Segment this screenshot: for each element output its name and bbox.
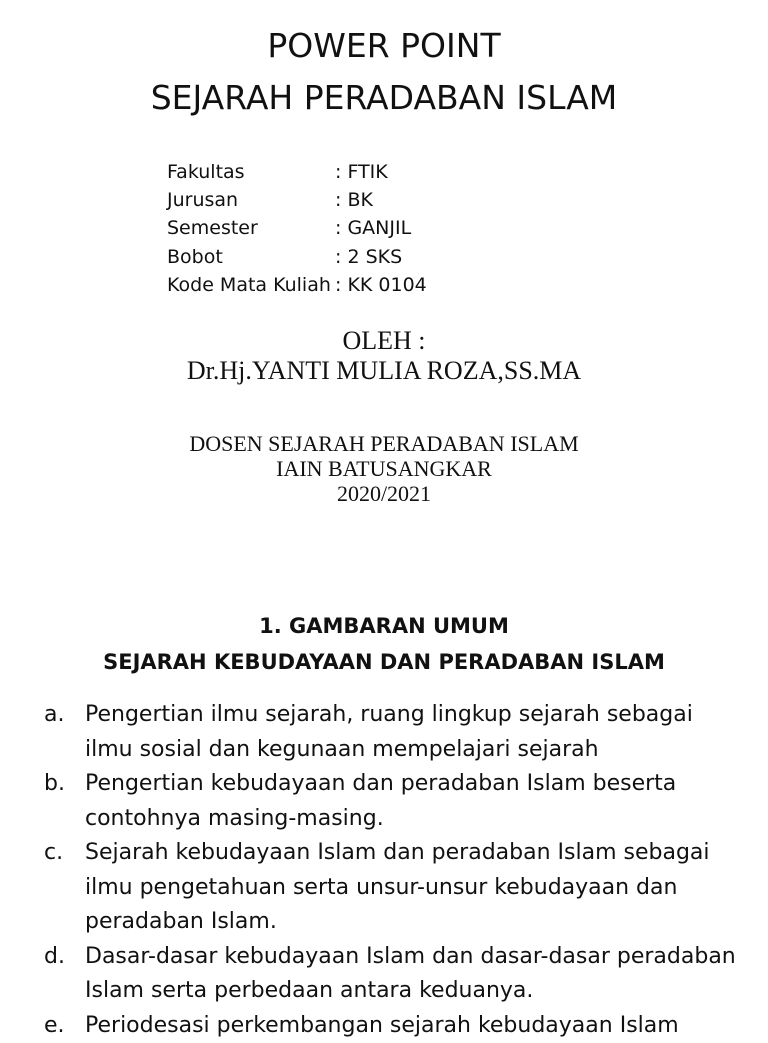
meta-value: : FTIK [335, 161, 388, 183]
list-text: Periodesasi perkembangan sejarah kebudayaan Islam [85, 1009, 744, 1043]
section-heading: 1. GAMBARAN UMUM [0, 614, 768, 638]
section-subheading: SEJARAH KEBUDAYAAN DAN PERADABAN ISLAM [0, 650, 768, 674]
list-text: Dasar-dasar kebudayaan Islam dan dasar-dasar peradaban Islam serta perbedaan antara keduanya. [85, 940, 744, 1009]
title-line-2: SEJARAH PERADABAN ISLAM [0, 79, 768, 117]
list-text: Sejarah kebudayaan Islam dan peradaban Islam sebagai ilmu pengetahuan serta unsur-unsur kebudayaan dan peradaban Islam. [85, 836, 744, 940]
list-marker: a. [44, 698, 85, 767]
list-marker: b. [44, 767, 85, 836]
meta-key: Kode Mata Kuliah [167, 271, 335, 299]
topic-list [44, 698, 744, 1043]
institution-line: IAIN BATUSANGKAR [0, 457, 768, 481]
author-name: Dr.Hj.YANTI MULIA ROZA,SS.MA [0, 356, 768, 386]
meta-row-kode [167, 271, 427, 299]
meta-row-jurusan [167, 186, 427, 214]
meta-row-semester [167, 214, 427, 242]
meta-key: Bobot [167, 243, 335, 271]
meta-value: : KK 0104 [335, 274, 427, 296]
list-marker: e. [44, 1009, 85, 1043]
meta-value: : BK [335, 189, 373, 211]
list-text: Pengertian ilmu sejarah, ruang lingkup sejarah sebagai ilmu sosial dan kegunaan mempelajari sejarah [85, 698, 744, 767]
dosen-line: DOSEN SEJARAH PERADABAN ISLAM [0, 432, 768, 456]
list-item [44, 836, 744, 940]
meta-key: Jurusan [167, 186, 335, 214]
list-item [44, 698, 744, 767]
course-meta [167, 158, 427, 299]
list-text: Pengertian kebudayaan dan peradaban Islam beserta contohnya masing-masing. [85, 767, 744, 836]
meta-row-fakultas [167, 158, 427, 186]
title-line-1: POWER POINT [0, 27, 768, 65]
meta-key: Fakultas [167, 158, 335, 186]
meta-row-bobot [167, 243, 427, 271]
meta-key: Semester [167, 214, 335, 242]
meta-value: : 2 SKS [335, 246, 402, 268]
list-item [44, 940, 744, 1009]
meta-value: : GANJIL [335, 217, 411, 239]
list-marker: c. [44, 836, 85, 940]
list-item [44, 767, 744, 836]
list-marker: d. [44, 940, 85, 1009]
year-line: 2020/2021 [0, 482, 768, 506]
list-item [44, 1009, 744, 1043]
oleh-label: OLEH : [0, 326, 768, 356]
